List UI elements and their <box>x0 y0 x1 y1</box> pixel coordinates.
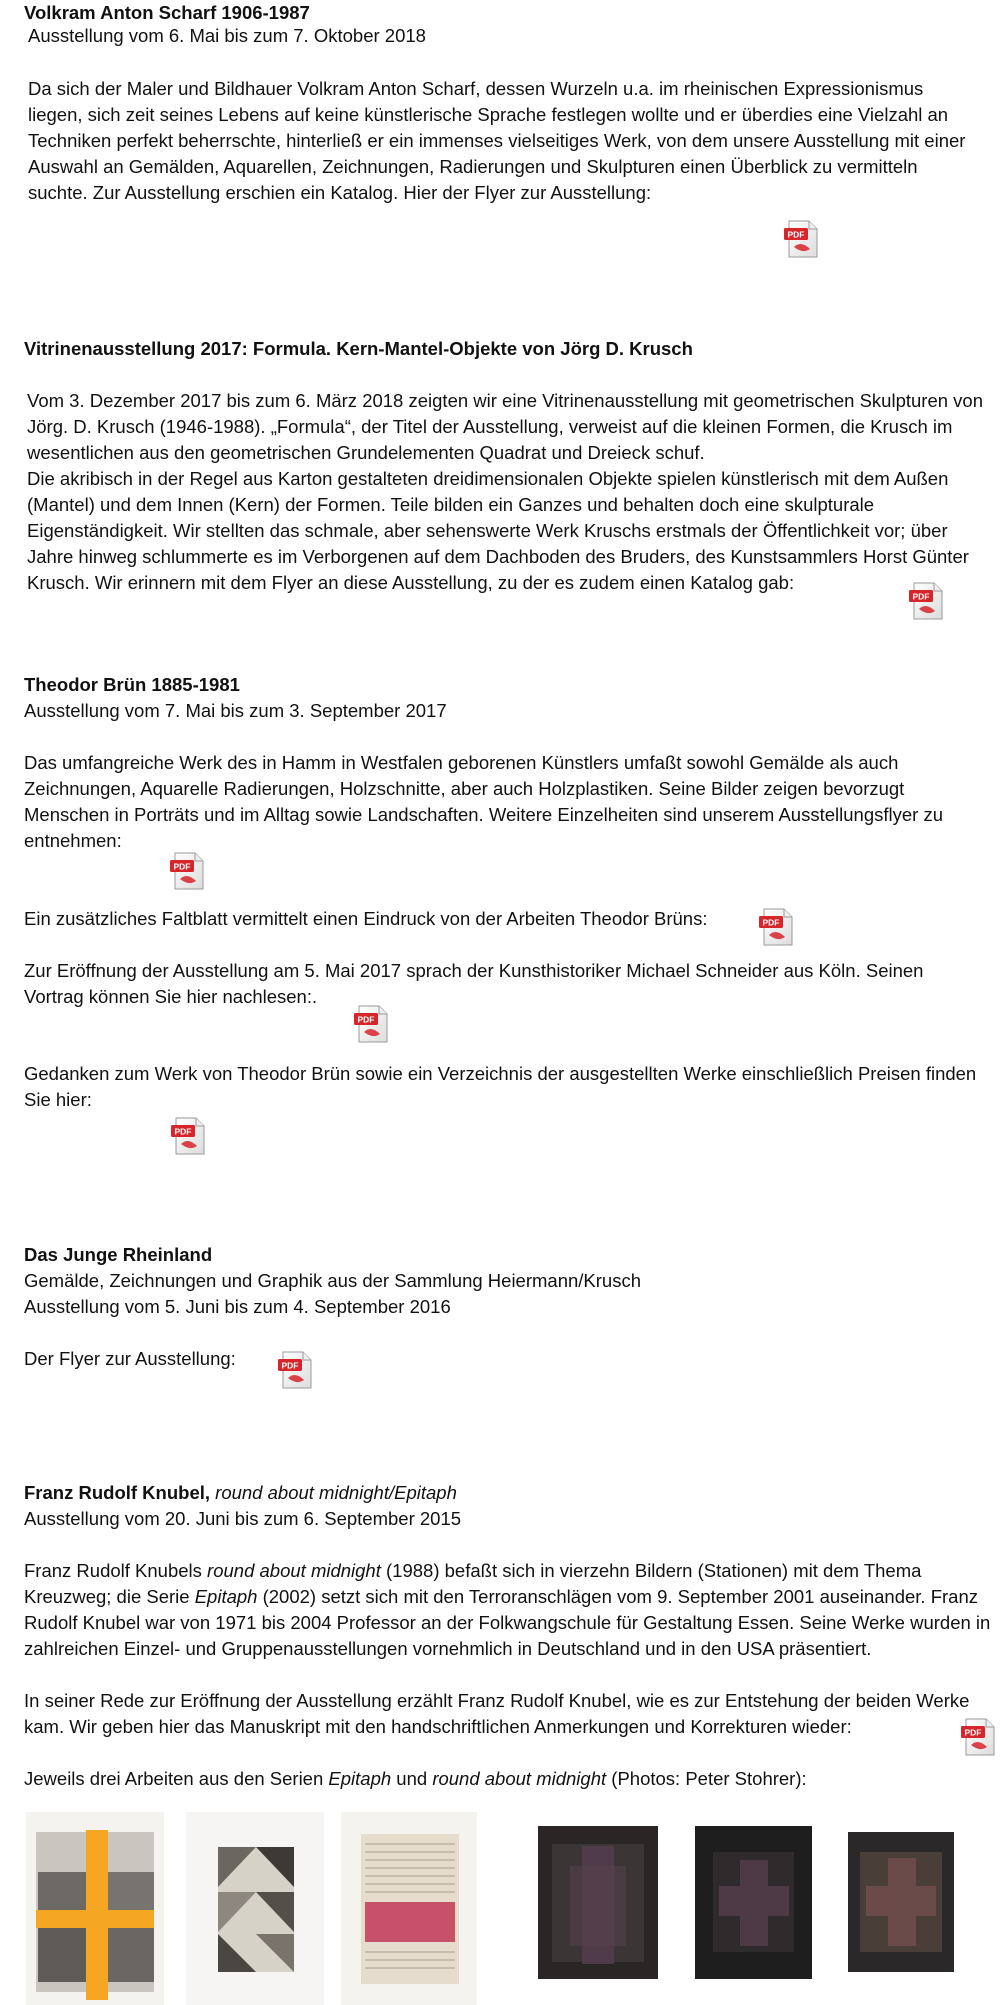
epitaph-photo-2 <box>186 1812 324 2005</box>
krusch-text-2: Die akribisch in der Regel aus Karton gestalteten dreidimensionalen Objekte spielen künstlerisch mit dem Außen (Mantel) und dem Innen (Kern) der Formen. Teile bilden ein Ganzes und behalten doch eine skulpturale Eigenständigkeit. Wir stellten das schmale, aber sehenswerte Werk Kruschs erstmals der Öffentlichkeit vor; über Jahre hinweg schlummerte es im Verborgenen auf dem Dachboden des Bruders, des Kunstsammlers Horst Günter Krusch. Wir erinnern mit dem Flyer an diese Ausstellung, zu der es zudem einen Katalog gab: <box>27 468 969 593</box>
rheinland-subtitle: Gemälde, Zeichnungen und Graphik aus der Sammlung Heiermann/Krusch <box>24 1270 641 1291</box>
krusch-title: Vitrinenausstellung 2017: Formula. Kern-Mantel-Objekte von Jörg D. Krusch <box>24 338 693 359</box>
knubel-photos-caption-e: (Photos: Peter Stohrer): <box>606 1768 807 1789</box>
scharf-text: Da sich der Maler und Bildhauer Volkram Anton Scharf, dessen Wurzeln u.a. im rheinischen Expressionismus liegen, sich zeit seines Lebens auf keine künstlerische Sprache festlegen wollte und er überdies eine Vielzahl an Techniken perfekt beherrschte, hinterließ er ein immenses vielseitiges Werk, von dem unsere Ausstellung mit einer Auswahl an Gemälden, Aquarellen, Zeichnungen, Radierungen und Skulpturen einen Überblick zu vermitteln suchte. Zur Ausstellung erschien ein Katalog. Hier der Flyer zur Ausstellung: <box>28 78 966 203</box>
midnight-photo-3 <box>848 1832 954 1972</box>
bruen-vortrag-pdf-icon[interactable] <box>351 1003 393 1045</box>
scharf-title: Volkram Anton Scharf 1906-1987 <box>24 2 310 23</box>
knubel-text-1-b: round about midnight <box>207 1560 381 1581</box>
knubel-title <box>24 1480 994 1506</box>
epitaph-photo-3 <box>341 1812 477 2005</box>
bruen-faltblatt-text: Ein zusätzliches Faltblatt vermittelt einen Eindruck von der Arbeiten Theodor Brüns: <box>24 908 708 929</box>
bruen-text: Das umfangreiche Werk des in Hamm in Westfalen geborenen Künstlers umfaßt sowohl Gemälde als auch Zeichnungen, Aquarelle Radierungen, Holzschnitte, aber auch Holzplastiken. Seine Bilder zeigen bevorzugt Menschen in Porträts und im Alltag sowie Landschaften. Weitere Einzelheiten sind unserem Ausstellungsflyer zu entnehmen: <box>24 752 943 851</box>
bruen-vortrag-text: Zur Eröffnung der Ausstellung am 5. Mai 2017 sprach der Kunsthistoriker Michael Schneider aus Köln. Seinen Vortrag können Sie hier nachlesen:. <box>24 960 924 1007</box>
knubel-text-1-e: (2002) setzt sich mit den Terroranschlägen vom 9. September 2001 auseinander. Franz Rudolf Knubel war von 1971 bis 2004 Professor an der Folkwangschule für Gestaltung Essen. Seine Werke wurden in zahlreichen Einzel- und Gruppenausstellungen vornehmlich in Deutschland und in den USA präsentiert. <box>24 1586 991 1659</box>
rheinland-flyer-text: Der Flyer zur Ausstellung: <box>24 1348 236 1369</box>
krusch-flyer-pdf-icon[interactable] <box>906 580 948 622</box>
knubel-photos-caption <box>24 1766 994 1792</box>
bruen-faltblatt-pdf-icon[interactable] <box>756 906 798 948</box>
knubel-text-1-d: Epitaph <box>194 1586 258 1607</box>
knubel-title-works: round about midnight/Epitaph <box>215 1482 457 1503</box>
krusch-text-1: Vom 3. Dezember 2017 bis zum 6. März 2018 zeigten wir eine Vitrinenausstellung mit geometrischen Skulpturen von Jörg. D. Krusch (1946-1988). „Formula“, der Titel der Ausstellung, verweist auf die kleinen Formen, die Krusch im wesentlichen aus den geometrischen Grundelementen Quadrat und Dreieck schuf. <box>27 390 983 463</box>
knubel-text-1 <box>24 1558 994 1662</box>
scharf-flyer-pdf-icon[interactable] <box>781 218 823 260</box>
knubel-dates: Ausstellung vom 20. Juni bis zum 6. September 2015 <box>24 1508 462 1529</box>
knubel-manuskript-pdf-icon[interactable] <box>958 1716 1000 1758</box>
knubel-text-1-a: Franz Rudolf Knubels <box>24 1560 208 1581</box>
knubel-text-2: In seiner Rede zur Eröffnung der Ausstellung erzählt Franz Rudolf Knubel, wie es zur Entstehung der beiden Werke kam. Wir geben hier das Manuskript mit den handschriftlichen Anmerkungen und Korrekturen wieder: <box>24 1690 970 1737</box>
epitaph-photo-1 <box>26 1812 164 2005</box>
knubel-photos-caption-b: Epitaph <box>328 1768 392 1789</box>
rheinland-flyer-pdf-icon[interactable] <box>275 1349 317 1391</box>
bruen-title: Theodor Brün 1885-1981 <box>24 674 240 695</box>
knubel-photos-caption-a: Jeweils drei Arbeiten aus den Serien <box>24 1768 329 1789</box>
knubel-text-1-c: (1988) befaßt sich in vierzehn Bildern (Stationen) mit dem Thema Kreuzweg; die Serie <box>24 1560 922 1607</box>
rheinland-title: Das Junge Rheinland <box>24 1244 213 1265</box>
midnight-photo-1 <box>538 1826 658 1979</box>
rheinland-dates: Ausstellung vom 5. Juni bis zum 4. September 2016 <box>24 1296 451 1317</box>
knubel-title-name: Franz Rudolf Knubel, <box>24 1482 211 1503</box>
bruen-gedanken-text: Gedanken zum Werk von Theodor Brün sowie ein Verzeichnis der ausgestellten Werke einschließlich Preisen finden Sie hier: <box>24 1063 977 1110</box>
scharf-dates: Ausstellung vom 6. Mai bis zum 7. Oktober 2018 <box>28 25 426 46</box>
knubel-photos-caption-c: und <box>391 1768 433 1789</box>
knubel-photos-caption-d: round about midnight <box>432 1768 607 1789</box>
bruen-dates: Ausstellung vom 7. Mai bis zum 3. September 2017 <box>24 700 447 721</box>
bruen-gedanken-pdf-icon[interactable] <box>168 1115 210 1157</box>
bruen-flyer-pdf-icon[interactable] <box>167 850 209 892</box>
midnight-photo-2 <box>695 1826 812 1979</box>
